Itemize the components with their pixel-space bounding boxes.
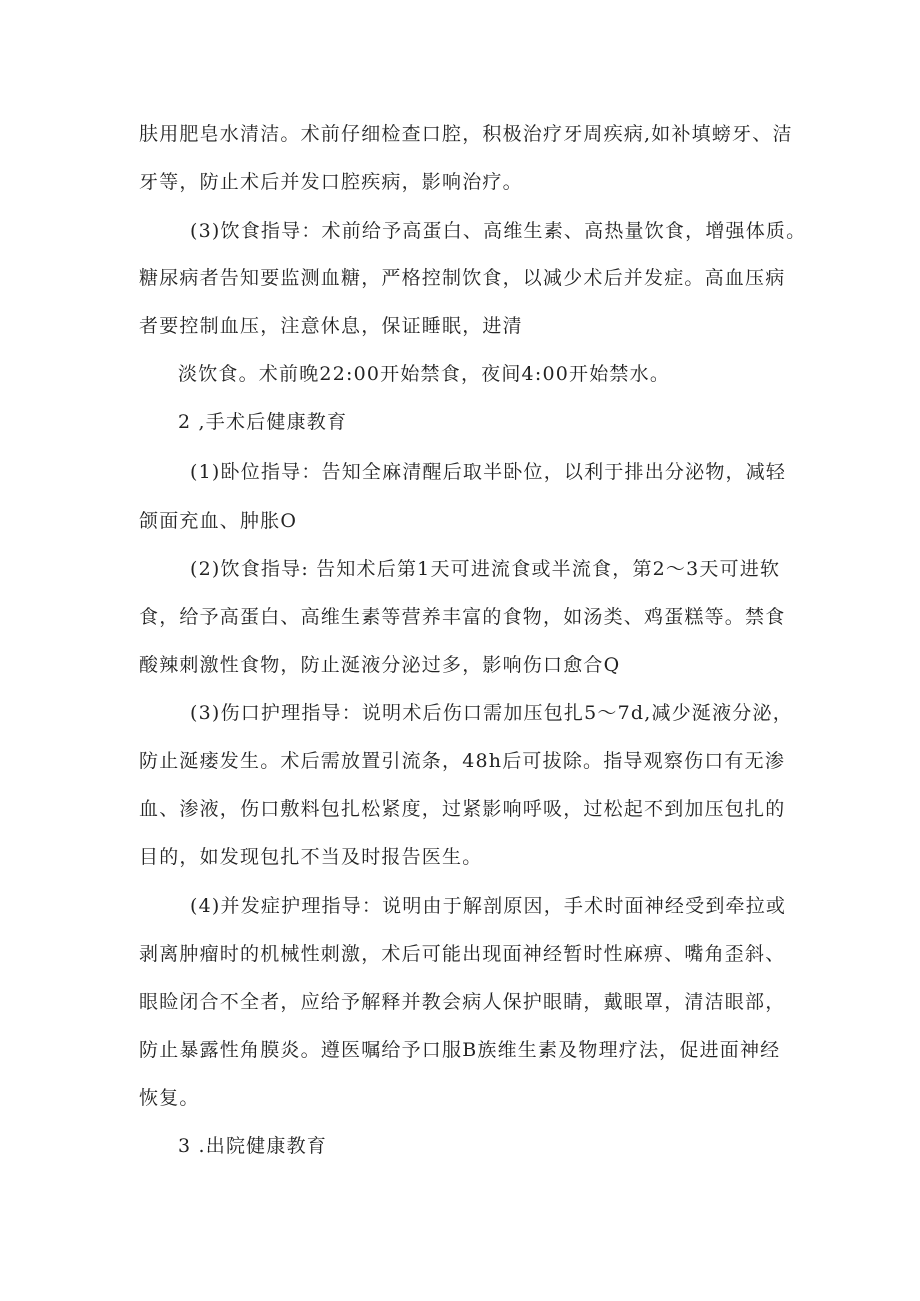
section-heading-postop-education: 2 ,手术后健康教育 (178, 411, 348, 433)
body-text-line: 血、渗液，伤口敷料包扎松紧度，过紧影响呼吸，过松起不到加压包扎的 (139, 798, 786, 820)
body-text-line: 防止涎瘘发生。术后需放置引流条，48h后可拔除。指导观察伤口有无渗 (139, 750, 786, 772)
list-item-wound-care-guidance: (3)伤口护理指导：说明术后伤口需加压包扎5～7d,减少涎液分泌， (190, 702, 793, 724)
body-text-line: 者要控制血压，注意休息，保证睡眠，进清 (139, 315, 523, 337)
body-text-line: 食，给予高蛋白、高维生素等营养丰富的食物，如汤类、鸡蛋糕等。禁食 (139, 606, 786, 628)
list-item-complication-guidance: (4)并发症护理指导：说明由于解剖原因，手术时面神经受到牵拉或 (190, 895, 787, 917)
body-text-line: 恢复。 (139, 1087, 200, 1109)
body-text-line: 防止暴露性角膜炎。遵医嘱给予口服B族维生素及物理疗法，促进面神经 (139, 1039, 781, 1061)
body-text-line: 剥离肿瘤时的机械性刺激，术后可能出现面神经暂时性麻痹、嘴角歪斜、 (139, 943, 786, 965)
list-item-diet-guidance-preop: (3)饮食指导：术前给予高蛋白、高维生素、高热量饮食，增强体质。 (190, 220, 807, 242)
list-item-diet-guidance-postop: (2)饮食指导: 告知术后第1天可进流食或半流食，第2～3天可进软 (190, 558, 781, 580)
body-text-line: 眼睑闭合不全者，应给予解释并教会病人保护眼睛，戴眼罩，清洁眼部， (139, 991, 786, 1013)
body-text-line: 目的，如发现包扎不当及时报告医生。 (139, 846, 483, 868)
body-text-line: 颌面充血、肿胀O (139, 510, 298, 532)
body-text-line: 牙等，防止术后并发口腔疾病，影响治疗。 (139, 171, 523, 193)
list-item-position-guidance: (1)卧位指导：告知全麻清醒后取半卧位，以利于排出分泌物，减轻 (190, 461, 787, 483)
body-text-line: 淡饮食。术前晚22:00开始禁食，夜间4:00开始禁水。 (178, 363, 671, 385)
body-text-line: 糖尿病者告知要监测血糖，严格控制饮食，以减少术后并发症。高血压病 (139, 267, 786, 289)
body-text-line: 肤用肥皂水清洁。术前仔细检查口腔，积极治疗牙周疾病,如补填螃牙、洁 (139, 123, 793, 145)
section-heading-discharge-education: 3 .出院健康教育 (178, 1135, 327, 1157)
body-text-line: 酸辣刺激性食物，防止涎液分泌过多，影响伤口愈合Q (139, 654, 621, 676)
